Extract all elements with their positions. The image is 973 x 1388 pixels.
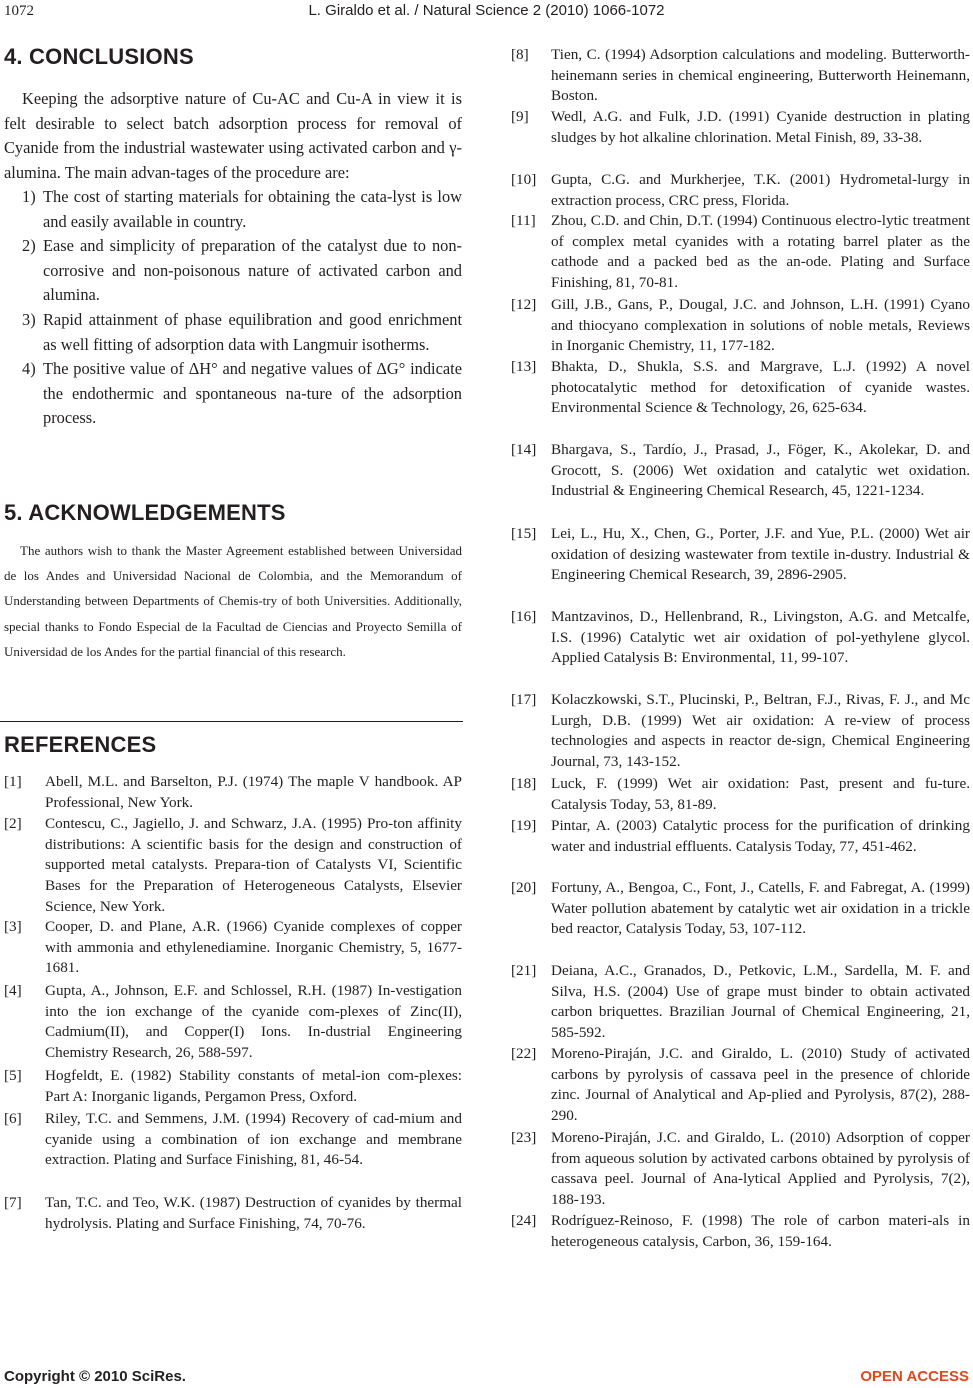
acknowledgements-text: The authors wish to thank the Master Agreement established between Universidad de los Andes and Universidad Nacional de Colombia, and the Memorandum of Understanding between Departments of Chemis-try of both Universities. Additionally, special thanks to Fondo Especial de la Facultad de Ciencias and Proyecto Semilla of Universidad de los Andes for the partial financial of this research. xyxy=(4,543,462,659)
reference-item: [21] Deiana, A.C., Granados, D., Petkovic, L.M., Sardella, M. F. and Silva, H.S. (2004) Use of grape must binder to obtain activated carbon briquettes. Brazilian Journal of Chemical Engineering, 21, 585-592. xyxy=(511,962,970,1042)
reference-item: [16] Mantzavinos, D., Hellenbrand, R., Livingston, A.G. and Metcalfe, I.S. (1996) Catalytic wet air oxidation of pol-yethylene glycol. Applied Catalysis B: Environmental, 11, 99-107. xyxy=(511,608,970,667)
conclusions-intro: Keeping the adsorptive nature of Cu-AC and Cu-A in view it is felt desirable to select batch adsorption process for removal of Cyanide from the industrial wastewater using activated carbon and γ-alumina. The main advan-tages of the procedure are: xyxy=(4,89,462,182)
reference-item: [2] Contescu, C., Jagiello, J. and Schwarz, J.A. (1995) Pro-ton affinity distributions: A scientific basis for the design and construction of supported metal catalysts. Prepara-tion of Catalysts VI, Scientific Bases for the Preparation of Heterogeneous Catalysts, Elsevier Science, New York. xyxy=(4,815,462,915)
reference-item: [20] Fortuny, A., Bengoa, C., Font, J., Catells, F. and Fabregat, A. (1999) Water pollution abatement by catalytic wet air oxidation in a trickle bed reactor, Catalysis Today, 53, 107-112. xyxy=(511,879,970,938)
reference-item: [8] Tien, C. (1994) Adsorption calculations and modeling. Butterworth-heinemann series in chemical engineering, Butterworth Heinemann, Boston. xyxy=(511,46,970,105)
reference-item: [10] Gupta, C.G. and Murkherjee, T.K. (2001) Hydrometal-lurgy in extraction process, CRC press, Florida. xyxy=(511,171,970,209)
reference-item: [15] Lei, L., Hu, X., Chen, G., Porter, J.F. and Yue, P.L. (2000) Wet air oxidation of desizing wastewater from textile in-dustry. Industrial & Engineering Chemical Research, 39, 2896-2905. xyxy=(511,525,970,584)
reference-item: [1] Abell, M.L. and Barselton, P.J. (1974) The maple V handbook. AP Professional, New York. xyxy=(4,773,462,811)
reference-item: [3] Cooper, D. and Plane, A.R. (1966) Cyanide complexes of copper with ammonia and ethylenediamine. Inorganic Chemistry, 5, 1677-1681. xyxy=(4,918,462,977)
reference-item: [11] Zhou, C.D. and Chin, D.T. (1994) Continuous electro-lytic treatment of complex metal cyanides with a rotating barrel plater as the cathode and a packed bed as the an-ode. Plating and Surface Finishing, 81, 70-81. xyxy=(511,212,970,292)
reference-item: [9] Wedl, A.G. and Fulk, J.D. (1991) Cyanide destruction in plating sludges by hot alkaline chlorination. Metal Finish, 89, 33-38. xyxy=(511,108,970,146)
reference-item: [17] Kolaczkowski, S.T., Plucinski, P., Beltran, F.J., Rivas, F. J., and Mc Lurgh, D.B. (1999) Wet air oxidation: A re-view of process technologies and aspects in reactor de-sign, Chemical Engineering Journal, 73, 143-152. xyxy=(511,691,970,771)
page-header xyxy=(0,0,973,22)
running-head: L. Giraldo et al. / Natural Science 2 (2010) 1066-1072 xyxy=(308,2,665,19)
reference-item: [24] Rodríguez-Reinoso, F. (1998) The role of carbon materi-als in heterogeneous catalysis, Carbon, 36, 159-164. xyxy=(511,1212,970,1250)
advantage-item: 3) Rapid attainment of phase equilibration and good enrichment as well fitting of adsorption data with Langmuir isotherms. xyxy=(22,309,462,354)
reference-item: [23] Moreno-Piraján, J.C. and Giraldo, L. (2010) Adsorption of copper from aqueous solution by activated carbons obtained by pyrolysis of cassava peel. Journal of Ana-lytical Applied and Pyrolysis, 7(2), 188-193. xyxy=(511,1129,970,1209)
section-divider xyxy=(0,721,463,722)
reference-item: [7] Tan, T.C. and Teo, W.K. (1987) Destruction of cyanides by thermal hydrolysis. Plating and Surface Finishing, 74, 70-76. xyxy=(4,1194,462,1232)
references-heading: REFERENCES xyxy=(4,732,157,757)
reference-item: [6] Riley, T.C. and Semmens, J.M. (1994) Recovery of cad-mium and cyanide using a combination of ion exchange and membrane extraction. Plating and Surface Finishing, 81, 46-54. xyxy=(4,1110,462,1169)
reference-item: [5] Hogfeldt, E. (1982) Stability constants of metal-ion com-plexes: Part A: Inorganic ligands, Pergamon Press, Oxford. xyxy=(4,1067,462,1105)
reference-item: [22] Moreno-Piraján, J.C. and Giraldo, L. (2010) Study of activated carbons by pyrolysis of cassava peel in the presence of chloride zinc. Journal of Analytical and Ap-plied and Pyrolysis, 87(2), 288-290. xyxy=(511,1045,970,1125)
advantage-item: 1) The cost of starting materials for obtaining the cata-lyst is low and easily available in country. xyxy=(22,187,462,231)
reference-item: [12] Gill, J.B., Gans, P., Dougal, J.C. and Johnson, L.H. (1991) Cyano and thiocyano complexation in solutions of noble metals, Reviews in Inorganic Chemistry, 11, 177-182. xyxy=(511,296,970,355)
reference-item: [13] Bhakta, D., Shukla, S.S. and Margrave, L.J. (1992) A novel photocatalytic method for detoxification of cyanide wastes. Environmental Science & Technology, 26, 625-634. xyxy=(511,358,970,417)
copyright-notice: Copyright © 2010 SciRes. xyxy=(4,1368,186,1385)
reference-item: [4] Gupta, A., Johnson, E.F. and Schlossel, R.H. (1987) In-vestigation into the ion exchange of the cyanide com-plexes of Zinc(II), Cadmium(II), and Copper(I) Ions. In-dustrial Engineering Chemistry Research, 26, 588-597. xyxy=(4,982,462,1062)
open-access-badge: OPEN ACCESS xyxy=(860,1368,969,1385)
conclusions-heading: 4. CONCLUSIONS xyxy=(4,44,194,69)
advantage-item: 2) Ease and simplicity of preparation of the catalyst due to non-corrosive and non-poisonous nature of activated carbon and alumina. xyxy=(22,236,462,305)
reference-item: [19] Pintar, A. (2003) Catalytic process for the purification of drinking water and industrial effluents. Catalysis Today, 77, 451-462. xyxy=(511,817,970,855)
advantage-item: 4) The positive value of ΔH° and negative values of ΔG° indicate the endothermic and spontaneous na-ture of the adsorption process. xyxy=(22,359,462,428)
acknowledgements-heading: 5. ACKNOWLEDGEMENTS xyxy=(4,500,286,525)
page-number: 1072 xyxy=(4,3,34,19)
reference-item: [18] Luck, F. (1999) Wet air oxidation: Past, present and fu-ture. Catalysis Today, 53, 81-89. xyxy=(511,775,970,813)
advantages-list xyxy=(4,185,462,431)
reference-item: [14] Bhargava, S., Tardío, J., Prasad, J., Föger, K., Akolekar, D. and Grocott, S. (2006) Wet oxidation and catalytic wet oxidation. Industrial & Engineering Chemical Research, 45, 1221-1234. xyxy=(511,441,970,500)
